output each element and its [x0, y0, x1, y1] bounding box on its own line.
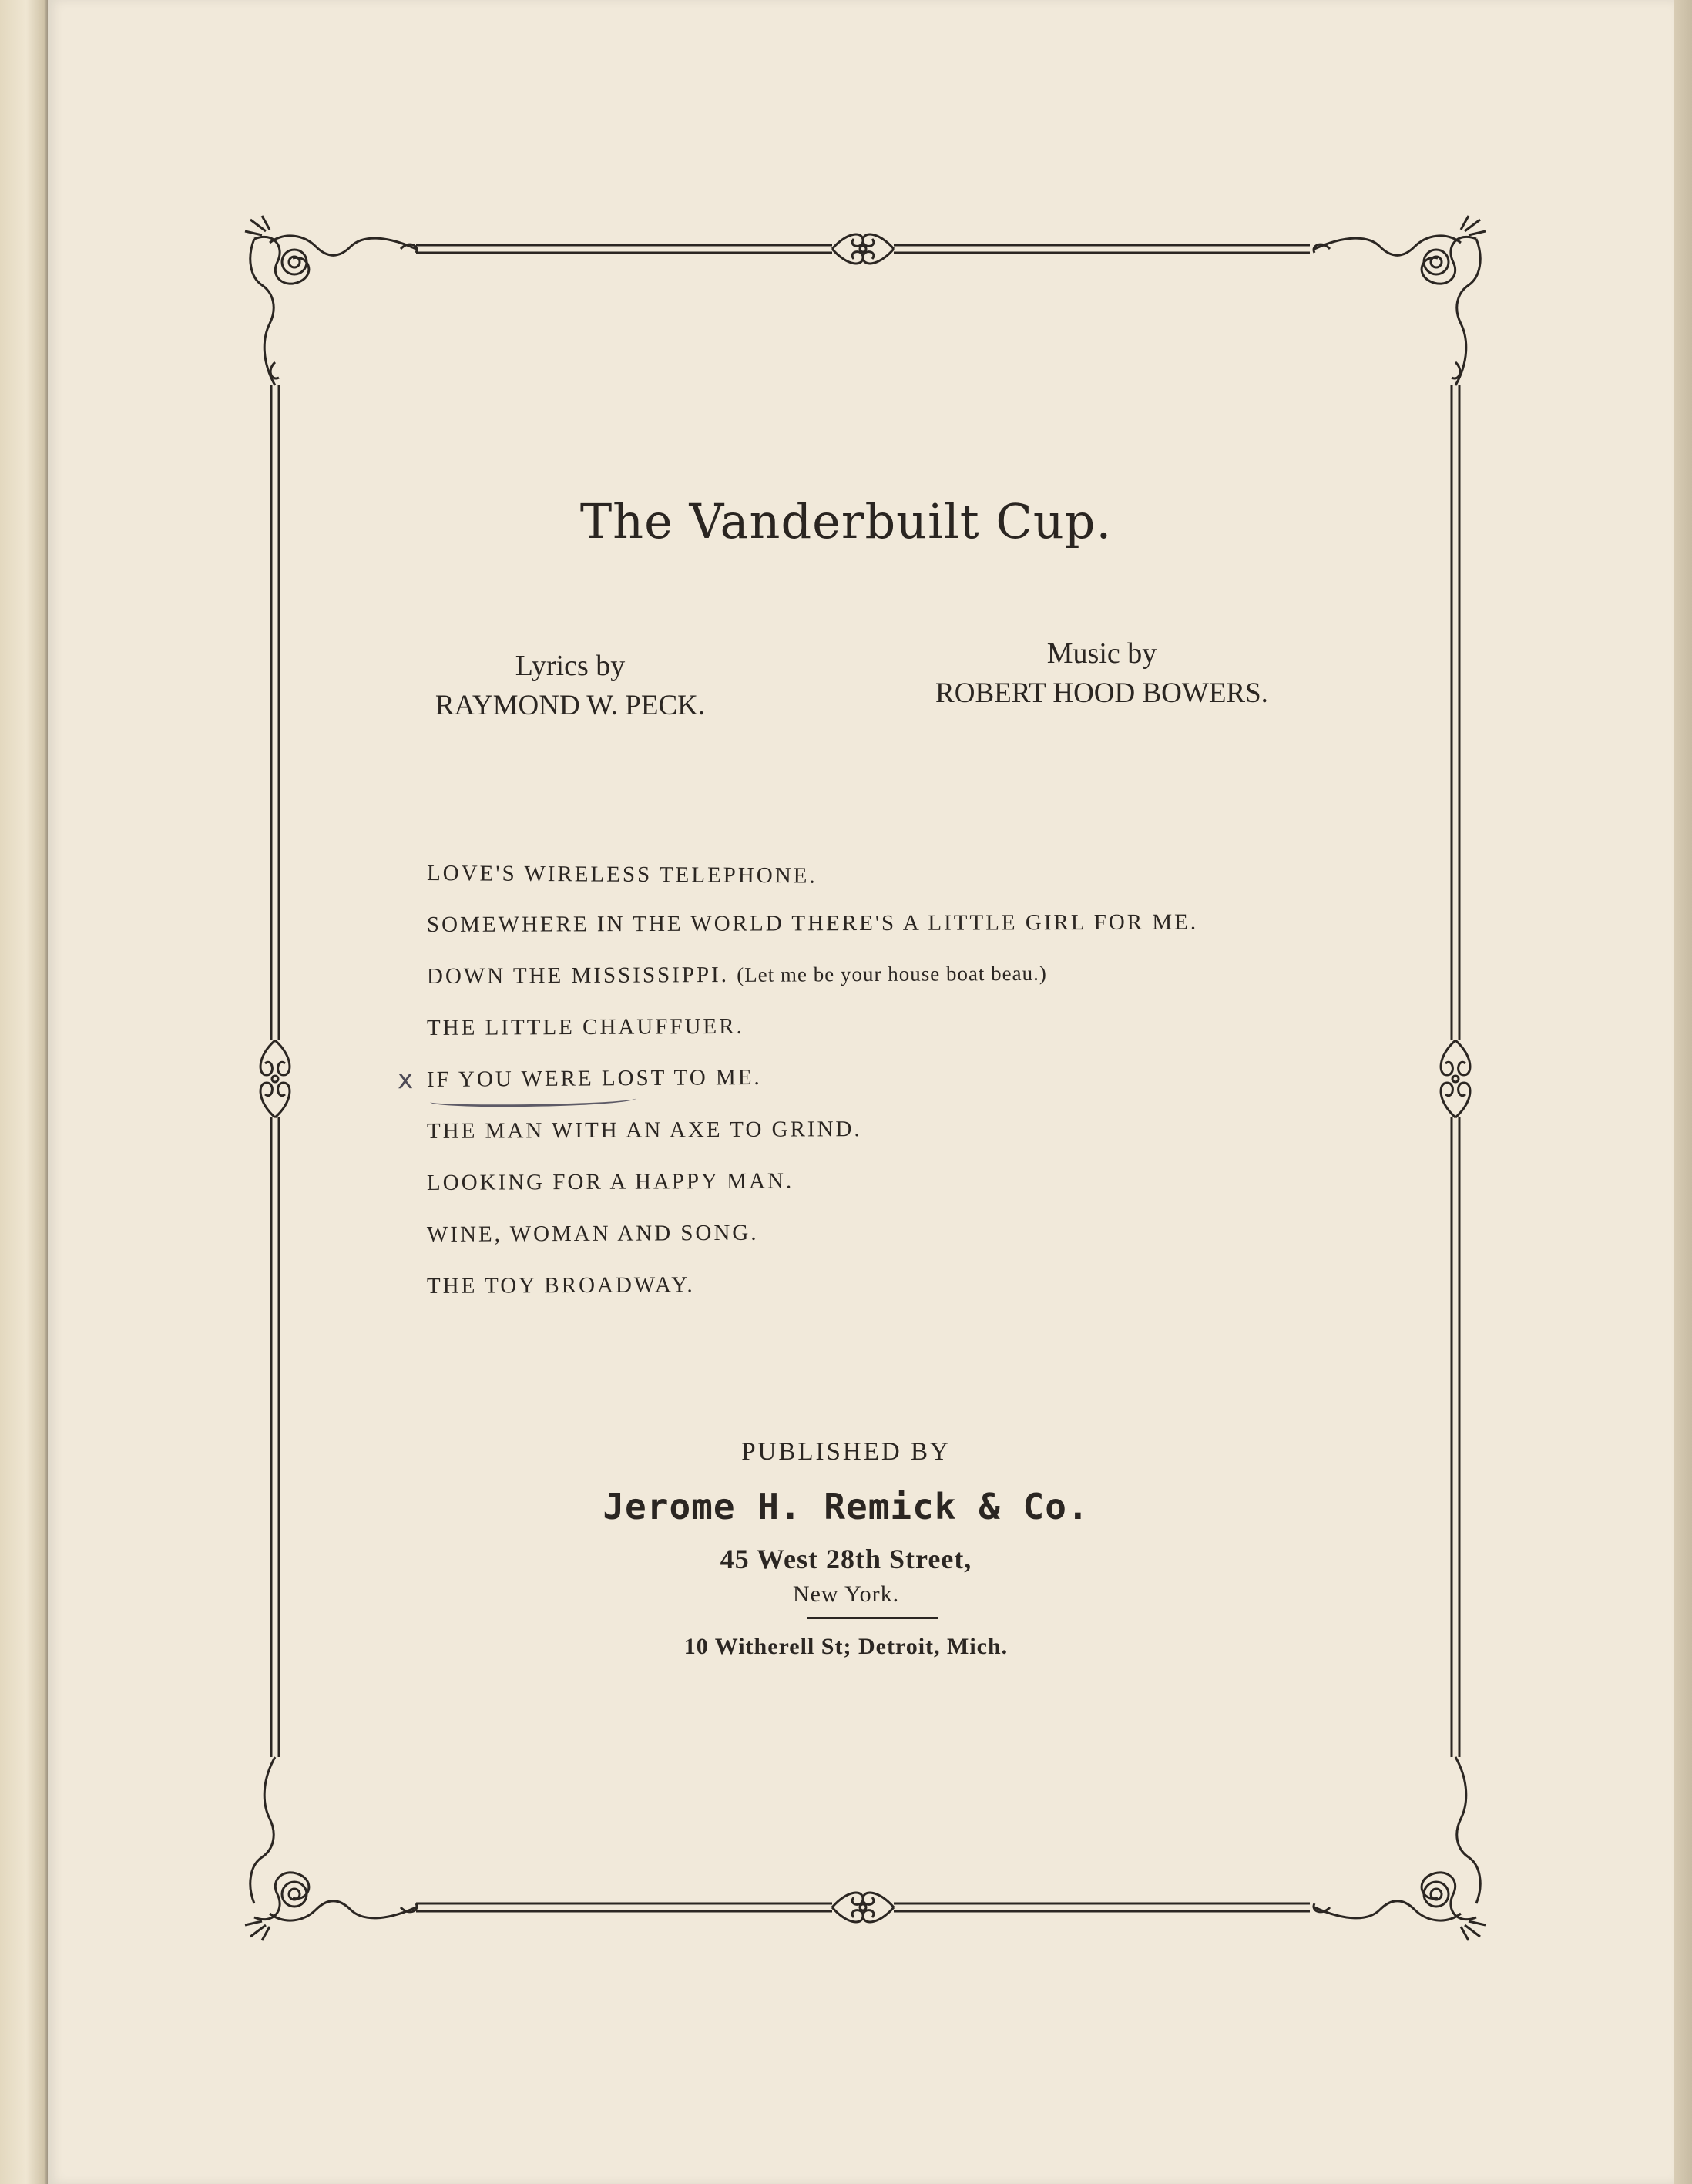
lyricist-name: RAYMOND W. PECK. [435, 690, 706, 721]
song-subtitle: (Let me be your house boat beau.) [737, 961, 1047, 986]
song-title-text: SOMEWHERE IN THE WORLD THERE'S A LITTLE GIRL FOR ME. [426, 909, 1199, 937]
corner-flourish-top-left [245, 216, 417, 385]
publisher-branch: 10 Witherell St; Detroit, Mich. [683, 1634, 1009, 1659]
song-title [427, 1153, 1351, 1209]
publisher-street: 45 West 28th Street, [720, 1544, 972, 1574]
lyrics-credit [401, 646, 740, 726]
pencil-mark: x [397, 1064, 414, 1096]
song-title-marked [397, 1048, 1351, 1106]
page-title: The Vanderbuilt Cup. [579, 493, 1113, 549]
song-title [427, 1101, 1351, 1158]
bottom-center-flourish [832, 1893, 894, 1922]
left-center-flourish [260, 1040, 290, 1117]
published-by-label: PUBLISHED BY [741, 1438, 951, 1466]
song-title-text: LOOKING FOR A HAPPY MAN. [426, 1168, 794, 1195]
corner-flourish-bottom-right [1314, 1757, 1486, 1940]
music-role: Music by [1046, 637, 1157, 670]
song-title [427, 1205, 1351, 1261]
song-title [427, 946, 1351, 1003]
top-center-flourish [832, 234, 894, 264]
song-title-text: DOWN THE MISSISSIPPI. [426, 962, 730, 989]
music-credit [909, 633, 1294, 714]
corner-flourish-top-right [1314, 216, 1486, 385]
publisher-city: New York. [792, 1581, 900, 1607]
corner-flourish-bottom-left [245, 1757, 417, 1940]
song-title-text: THE TOY BROADWAY. [426, 1272, 695, 1299]
composer-name: ROBERT HOOD BOWERS. [935, 677, 1268, 709]
song-title [427, 1256, 1351, 1312]
song-title-text: WINE, WOMAN AND SONG. [426, 1220, 759, 1247]
right-center-flourish [1441, 1040, 1470, 1117]
song-title [427, 998, 1351, 1054]
song-title-text: IF YOU WERE LOST TO ME. [426, 1064, 762, 1092]
lyrics-role: Lyrics by [515, 650, 626, 682]
song-title-text: THE LITTLE CHAUFFUER. [426, 1013, 744, 1040]
publisher-divider [807, 1617, 938, 1619]
song-title [427, 896, 1351, 951]
song-title-text: LOVE'S WIRELESS TELEPHONE. [426, 861, 817, 889]
song-title-text: THE MAN WITH AN AXE TO GRIND. [426, 1117, 862, 1144]
song-list [397, 848, 1351, 1312]
publisher-name: Jerome H. Remick & Co. [603, 1486, 1089, 1527]
